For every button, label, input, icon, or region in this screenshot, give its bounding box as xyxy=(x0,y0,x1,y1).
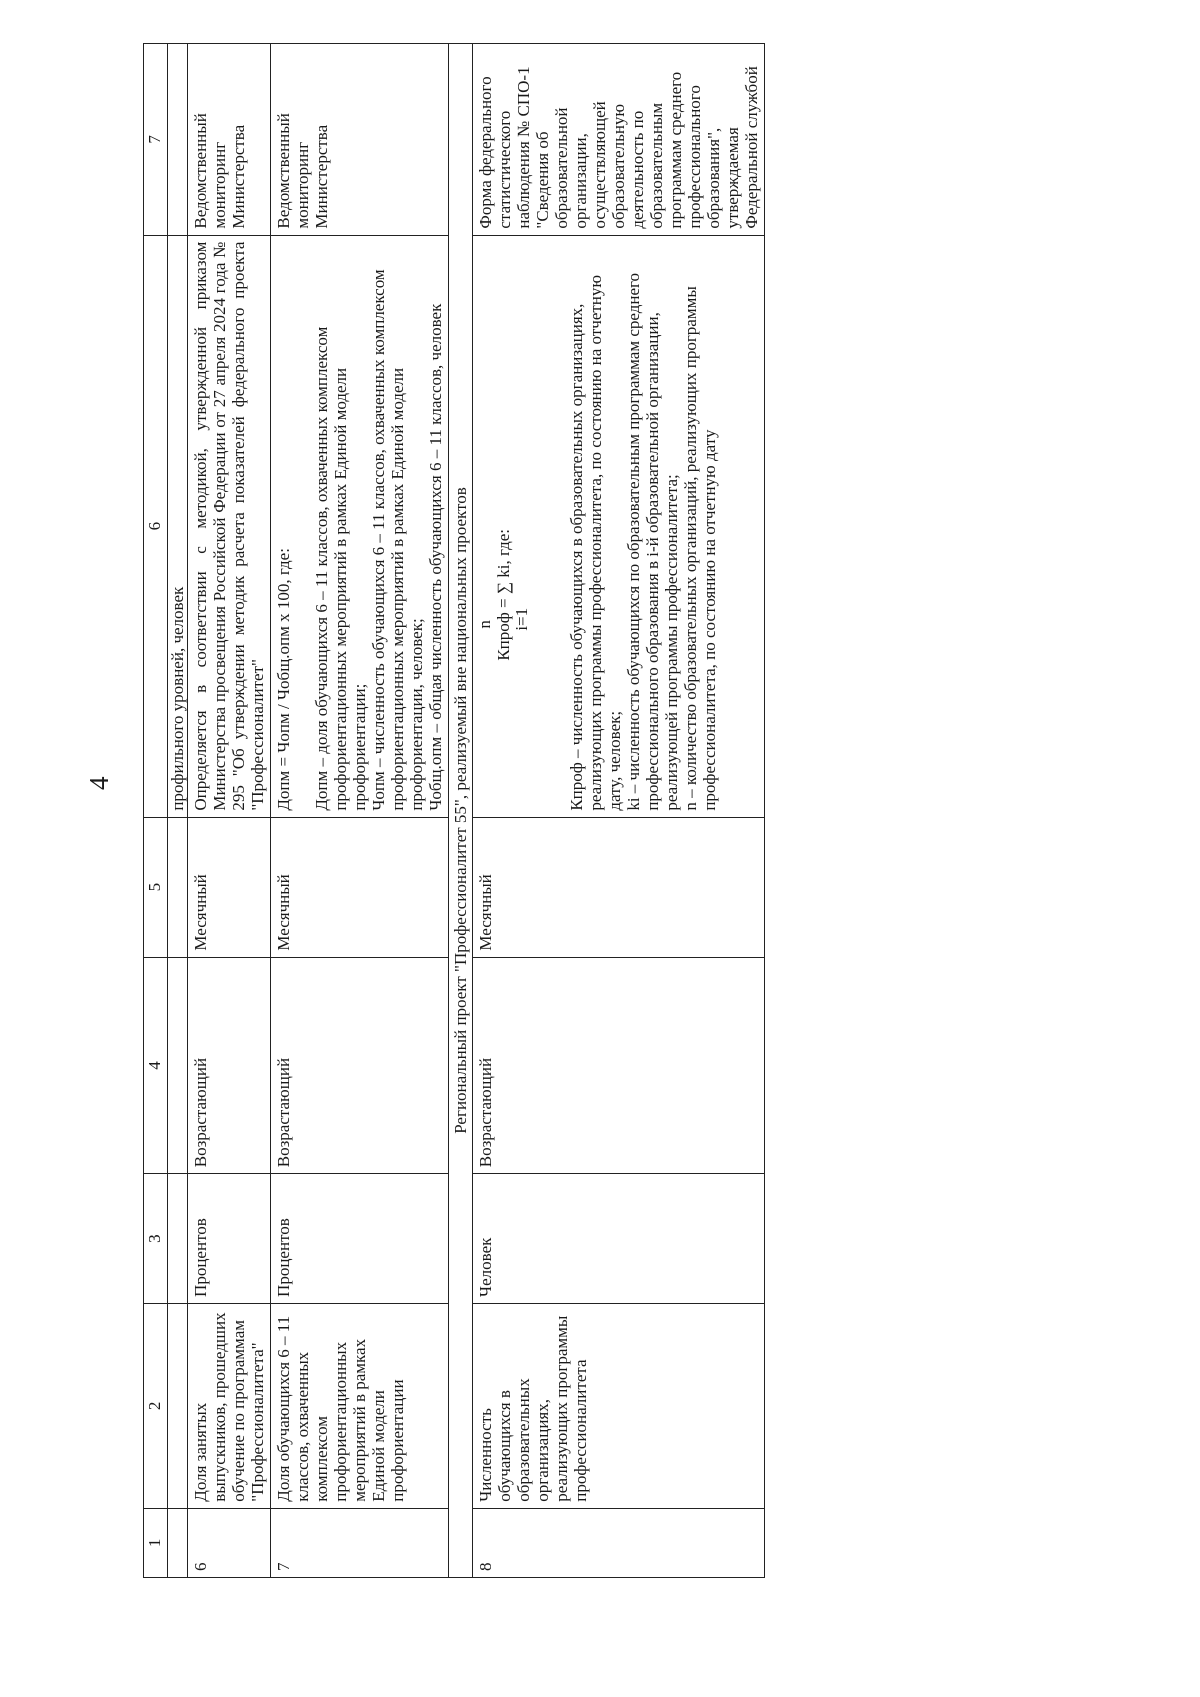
table-row xyxy=(473,44,765,1578)
formula-main: Кпроф = ∑ ki, где: xyxy=(494,528,513,661)
rotated-page-content xyxy=(143,43,1198,1578)
row-number: 8 xyxy=(473,1508,765,1577)
method-line: Чобщ.опм – общая численность обучающихся 6 – 11 классов, человек xyxy=(426,303,445,811)
header-cell-7: 7 xyxy=(144,44,168,236)
header-cell-4: 4 xyxy=(144,957,168,1174)
method-line: ki – численность обучающихся по образовательным программам среднего профессионального образования в i-й образовательной организации, реализующей программы профессионалитета; xyxy=(624,272,681,811)
header-cell-2: 2 xyxy=(144,1303,168,1508)
header-row xyxy=(144,44,168,1578)
method-line: Чопм – численность обучающихся 6 – 11 классов, охваченных комплексом профориентационных мероприятий в рамках Единой модели профориентации, человек; xyxy=(369,269,426,811)
unit-cell: Процентов xyxy=(271,1174,449,1304)
continuation-text: профильного уровней, человек xyxy=(168,235,188,817)
header-cell-6: 6 xyxy=(144,235,168,817)
source-cell: Форма федерального статистического наблюдения № СПО-1 "Сведения об образовательной организации, осуществляющей образовательную деятельность по образовательным программам среднего профессионального образования", утверждаемая Федеральной службой xyxy=(473,44,765,236)
source-cell: Ведомственный мониторинг Министерства xyxy=(188,44,271,236)
continuation-row xyxy=(168,44,188,1578)
table-row xyxy=(271,44,449,1578)
period-cell: Месячный xyxy=(473,817,765,957)
sum-formula xyxy=(476,242,531,661)
table-row xyxy=(188,44,271,1578)
unit-cell: Процентов xyxy=(188,1174,271,1304)
method-formula: Допм = Чопм / Чобщ.опм х 100, где: xyxy=(274,548,293,811)
period-cell: Месячный xyxy=(188,817,271,957)
indicators-table xyxy=(143,43,765,1578)
row-number: 7 xyxy=(271,1508,449,1577)
period-cell: Месячный xyxy=(271,817,449,957)
indicator-name: Доля обучающихся 6 – 11 классов, охваченных комплексом профориентационных мероприятий в рамках Единой модели профориентации xyxy=(271,1303,449,1508)
section-row xyxy=(449,44,473,1578)
header-cell-3: 3 xyxy=(144,1174,168,1304)
formula-lower-limit: i=1 xyxy=(512,607,531,631)
page-number: 4 xyxy=(84,776,114,790)
method-cell xyxy=(271,235,449,817)
method-line: Кпроф – численность обучающихся в образовательных организациях, реализующих программы профессионалитета, по состоянию на отчетную дату, человек; xyxy=(567,274,624,811)
direction-cell: Возрастающий xyxy=(473,957,765,1174)
unit-cell: Человек xyxy=(473,1174,765,1304)
row-number: 6 xyxy=(188,1508,271,1577)
direction-cell: Возрастающий xyxy=(271,957,449,1174)
section-title: Региональный проект "Профессионалитет 55", реализуемый вне национальных проектов xyxy=(449,44,473,1578)
direction-cell: Возрастающий xyxy=(188,957,271,1174)
method-cell: Определяется в соответствии с методикой, утвержденной приказом Министерства просвещения Российской Федерации от 27 апреля 2024 года № 295 "Об утверждении методик расчета показателей федерального проекта "Профессионалитет" xyxy=(188,235,271,817)
header-cell-1: 1 xyxy=(144,1508,168,1577)
indicator-name: Доля занятых выпускников, прошедших обучение по программам "Профессионалитета" xyxy=(188,1303,271,1508)
method-line: Допм – доля обучающихся 6 – 11 классов, охваченных комплексом профориентационных мероприятий в рамках Единой модели профориентации; xyxy=(312,326,369,811)
method-line: n – количество образовательных организаций, реализующих программы профессионалитета, по состоянию на отчетную дату xyxy=(681,286,719,811)
indicator-name: Численность обучающихся в образовательных организациях, реализующих программы профессионалитета xyxy=(473,1303,765,1508)
source-cell: Ведомственный мониторинг Министерства xyxy=(271,44,449,236)
formula-upper-limit: n xyxy=(475,620,494,629)
header-cell-5: 5 xyxy=(144,817,168,957)
method-cell xyxy=(473,235,765,817)
